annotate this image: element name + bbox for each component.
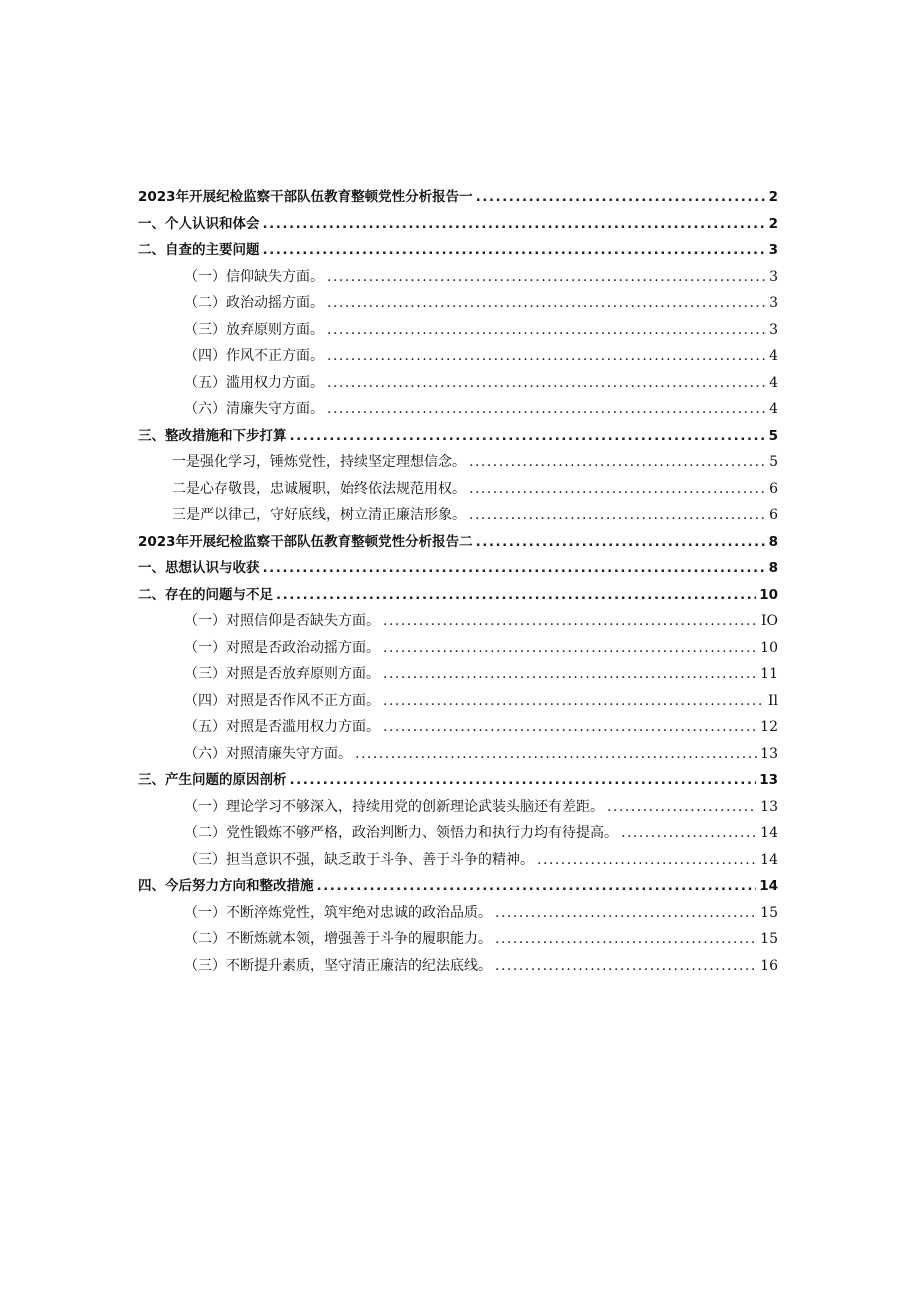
toc-entry-title: （二）党性锻炼不够严格，政治判断力、领悟力和执行力均有待提高。 [184,825,618,841]
toc-entry[interactable] [138,423,778,450]
toc-entry-title: （六）清廉失守方面。 [184,401,324,417]
toc-entry[interactable] [138,184,778,211]
toc-leader-dots [537,847,757,874]
toc-entry[interactable] [138,317,778,344]
toc-entry-title: 一、个人认识和体会 [138,215,260,232]
toc-entry[interactable] [138,264,778,291]
toc-entry-page-number: 2 [768,189,778,205]
toc-entry-title: 三是严以律己，守好底线，树立清正廉洁形象。 [172,507,466,523]
toc-entry-title: 二、存在的问题与不足 [138,586,273,603]
toc-leader-dots [355,741,757,768]
toc-entry-page-number: 15 [760,904,778,921]
toc-leader-dots [621,820,757,847]
toc-entry[interactable] [138,926,778,953]
toc-entry[interactable] [138,449,778,476]
toc-entry-page-number: 3 [769,295,778,311]
toc-entry-page-number: 2 [768,215,778,232]
toc-leader-dots [327,264,766,291]
toc-entry[interactable] [138,873,778,900]
toc-entry-title: 2023年开展纪检监察干部队伍教育整顿党性分析报告一 [138,189,473,205]
toc-entry[interactable] [138,396,778,423]
toc-leader-dots [327,290,766,317]
toc-entry-page-number: 15 [760,931,778,947]
toc-entry[interactable] [138,847,778,874]
toc-entry-page-number: IO [760,613,778,629]
toc-entry-page-number: 4 [769,374,778,391]
toc-leader-dots [469,449,766,476]
toc-entry-page-number: 8 [768,533,778,550]
toc-entry-title: 二是心存敬畏，忠诚履职，始终依法规范用权。 [172,480,466,497]
toc-entry-page-number: 16 [760,957,778,974]
toc-entry[interactable] [138,661,778,688]
toc-leader-dots [495,926,757,953]
toc-leader-dots [263,555,766,582]
toc-entry-page-number: 13 [759,772,778,788]
toc-entry-title: （一）不断淬炼党性，筑牢绝对忠诚的政治品质。 [184,904,492,921]
toc-entry-title: （六）对照清廉失守方面。 [184,745,352,762]
toc-entry[interactable] [138,767,778,794]
toc-entry-page-number: 5 [768,427,778,444]
toc-leader-dots [290,767,757,794]
toc-entry-title: 一是强化学习，锤炼党性，持续坚定理想信念。 [172,454,466,470]
toc-entry-title: 三、产生问题的原因剖析 [138,772,287,788]
toc-entry[interactable] [138,343,778,370]
toc-entry-page-number: 3 [768,242,778,258]
toc-entry-title: （二）不断炼就本领，增强善于斗争的履职能力。 [184,931,492,947]
toc-entry-page-number: 5 [769,454,778,470]
toc-entry-title: （四）对照是否作风不正方面。 [184,692,380,709]
toc-entry-page-number: 12 [760,719,778,735]
toc-leader-dots [290,423,766,450]
table-of-contents [138,184,778,979]
toc-leader-dots [383,661,757,688]
toc-entry[interactable] [138,820,778,847]
toc-entry[interactable] [138,635,778,662]
toc-entry-page-number: 10 [760,639,778,656]
toc-entry[interactable] [138,900,778,927]
toc-leader-dots [263,237,766,264]
toc-entry-title: （一）对照信仰是否缺失方面。 [184,613,380,629]
toc-entry[interactable] [138,794,778,821]
toc-leader-dots [476,184,766,211]
toc-entry[interactable] [138,370,778,397]
toc-entry-page-number: 10 [759,586,778,603]
toc-entry[interactable] [138,502,778,529]
toc-entry-page-number: 8 [768,560,778,576]
toc-entry-title: 一、思想认识与收获 [138,560,260,576]
toc-leader-dots [495,900,757,927]
toc-entry-title: （二）政治动摇方面。 [184,295,324,311]
toc-leader-dots [495,953,757,980]
toc-entry[interactable] [138,555,778,582]
toc-entry-title: （五）滥用权力方面。 [184,374,324,391]
toc-entry-page-number: 14 [760,825,778,841]
toc-leader-dots [327,317,766,344]
toc-leader-dots [476,529,766,556]
toc-leader-dots [469,502,766,529]
toc-entry-title: （三）不断提升素质，坚守清正廉洁的纪法底线。 [184,957,492,974]
toc-entry-page-number: 3 [769,321,778,338]
toc-leader-dots [327,396,766,423]
toc-entry-title: （三）对照是否放弃原则方面。 [184,666,380,682]
toc-entry-page-number: 6 [769,507,778,523]
toc-leader-dots [607,794,757,821]
toc-entry-page-number: 13 [760,798,778,815]
toc-entry-page-number: 11 [760,666,778,682]
toc-entry-title: 三、整改措施和下步打算 [138,427,287,444]
toc-leader-dots [383,608,758,635]
toc-leader-dots [276,582,756,609]
toc-entry[interactable] [138,476,778,503]
toc-entry[interactable] [138,953,778,980]
toc-entry-page-number: 14 [759,878,778,894]
toc-leader-dots [383,688,765,715]
toc-leader-dots [327,370,766,397]
toc-entry-title: 二、自查的主要问题 [138,242,260,258]
toc-entry-title: 2023年开展纪检监察干部队伍教育整顿党性分析报告二 [138,533,473,550]
toc-entry[interactable] [138,290,778,317]
toc-entry-title: （三）担当意识不强，缺乏敢于斗争、善于斗争的精神。 [184,851,534,868]
toc-entry-page-number: 6 [769,480,778,497]
toc-entry[interactable] [138,582,778,609]
toc-entry-title: （一）理论学习不够深入，持续用党的创新理论武装头脑还有差距。 [184,798,604,815]
toc-entry[interactable] [138,714,778,741]
toc-entry-title: （一）对照是否政治动摇方面。 [184,639,380,656]
toc-entry[interactable] [138,237,778,264]
toc-entry-page-number: Il [767,692,778,709]
toc-leader-dots [383,635,757,662]
toc-entry-title: （五）对照是否滥用权力方面。 [184,719,380,735]
toc-entry-page-number: 14 [760,851,778,868]
toc-leader-dots [263,211,766,238]
toc-entry-title: （四）作风不正方面。 [184,348,324,364]
toc-leader-dots [327,343,766,370]
toc-entry-title: （三）放弃原则方面。 [184,321,324,338]
toc-entry-title: （一）信仰缺失方面。 [184,268,324,285]
toc-entry[interactable] [138,529,778,556]
toc-entry-title: 四、今后努力方向和整改措施 [138,878,314,894]
toc-leader-dots [469,476,766,503]
toc-entry[interactable] [138,688,778,715]
toc-entry[interactable] [138,741,778,768]
toc-entry-page-number: 4 [769,348,778,364]
toc-leader-dots [317,873,757,900]
toc-entry-page-number: 3 [769,268,778,285]
toc-entry-page-number: 4 [769,401,778,417]
toc-entry[interactable] [138,211,778,238]
toc-leader-dots [383,714,757,741]
toc-entry[interactable] [138,608,778,635]
toc-entry-page-number: 13 [760,745,778,762]
